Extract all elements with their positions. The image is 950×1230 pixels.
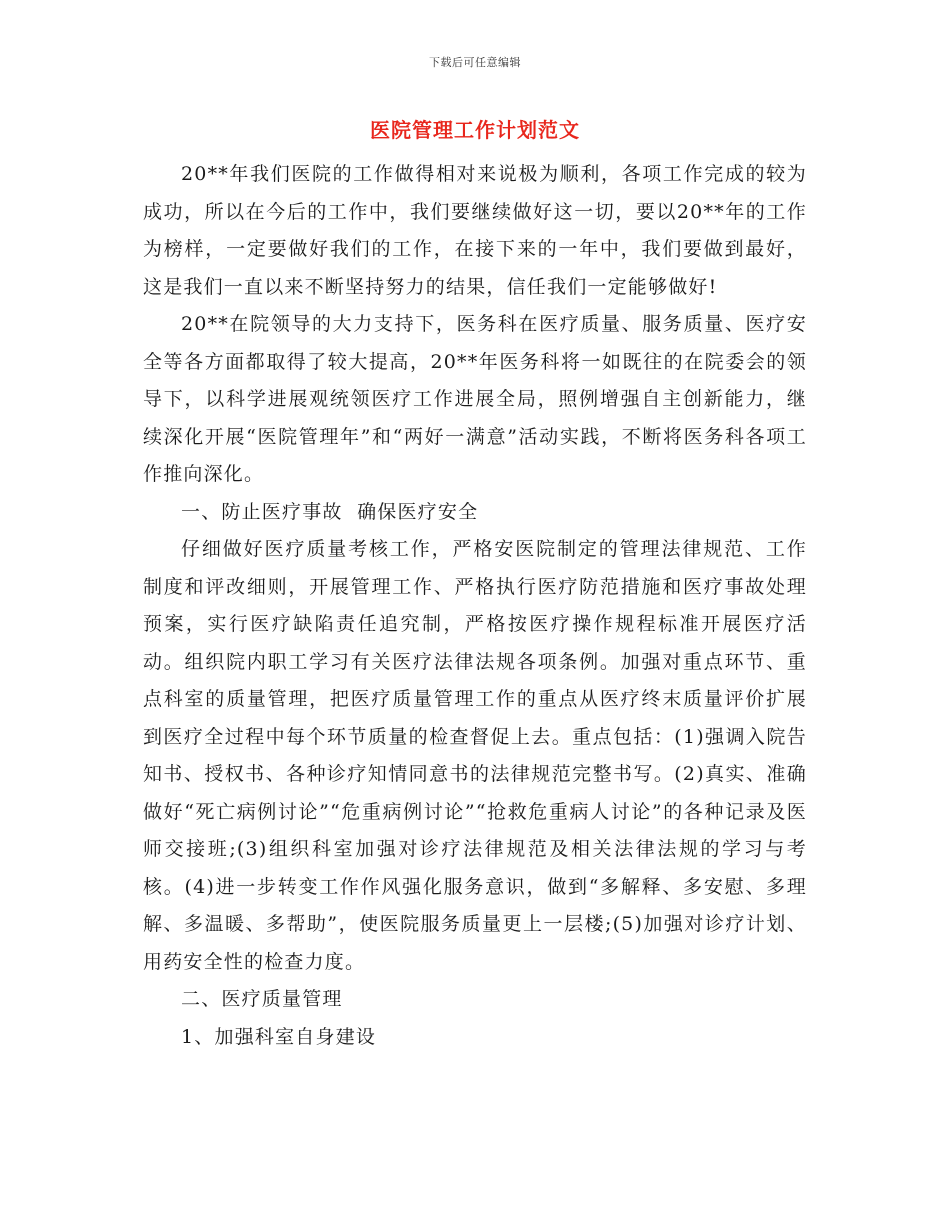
document-body xyxy=(143,156,807,1056)
document-title: 医院管理工作计划范文 xyxy=(370,118,580,142)
section-heading-1: 一、防止医疗事故 确保医疗安全 xyxy=(181,500,479,523)
paragraph-section-1: 仔细做好医疗质量考核工作，严格安医院制定的管理法律规范、工作制度和评改细则，开展管理工作、严格执行医疗防范措施和医疗事故处理预案，实行医疗缺陷责任追究制，严格按医疗操作规程标准开展医疗活动。组织院内职工学习有关医疗法律法规各项条例。加强对重点环节、重点科室的质量管理，把医疗质量管理工作的重点从医疗终末质量评价扩展到医疗全过程中每个环节质量的检查督促上去。重点包括：(1)强调入院告知书、授权书、各种诊疗知情同意书的法律规范完整书写。(2)真实、准确做好“死亡病例讨论”“危重病例讨论”“抢救危重病人讨论”的各种记录及医师交接班;(3)组织科室加强对诊疗法律规范及相关法律法规的学习与考核。(4)进一步转变工作作风强化服务意识，做到“多解释、多安慰、多理解、多温暖、多帮助”，使医院服务质量更上一层楼;(5)加强对诊疗计划、用药安全性的检查力度。 xyxy=(143,538,807,973)
paragraph-intro: 20**年我们医院的工作做得相对来说极为顺利，各项工作完成的较为成功，所以在今后的工作中，我们要继续做好这一切，要以20**年的工作为榜样，一定要做好我们的工作，在接下来的一年中，我们要做到最好，这是我们一直以来不断坚持努力的结果，信任我们一定能够做好! xyxy=(143,163,807,298)
paragraph-overview: 20**在院领导的大力支持下，医务科在医疗质量、服务质量、医疗安全等各方面都取得了较大提高，20**年医务科将一如既往的在院委会的领导下，以科学进展观统领医疗工作进展全局，照例增强自主创新能力，继续深化开展“医院管理年”和“两好一满意”活动实践，不断将医务科各项工作推向深化。 xyxy=(143,313,807,485)
section-heading-2: 二、医疗质量管理 xyxy=(181,988,343,1010)
page-header-note: 下载后可任意编辑 xyxy=(429,56,521,69)
subsection-heading-1: 1、加强科室自身建设 xyxy=(181,1025,377,1048)
